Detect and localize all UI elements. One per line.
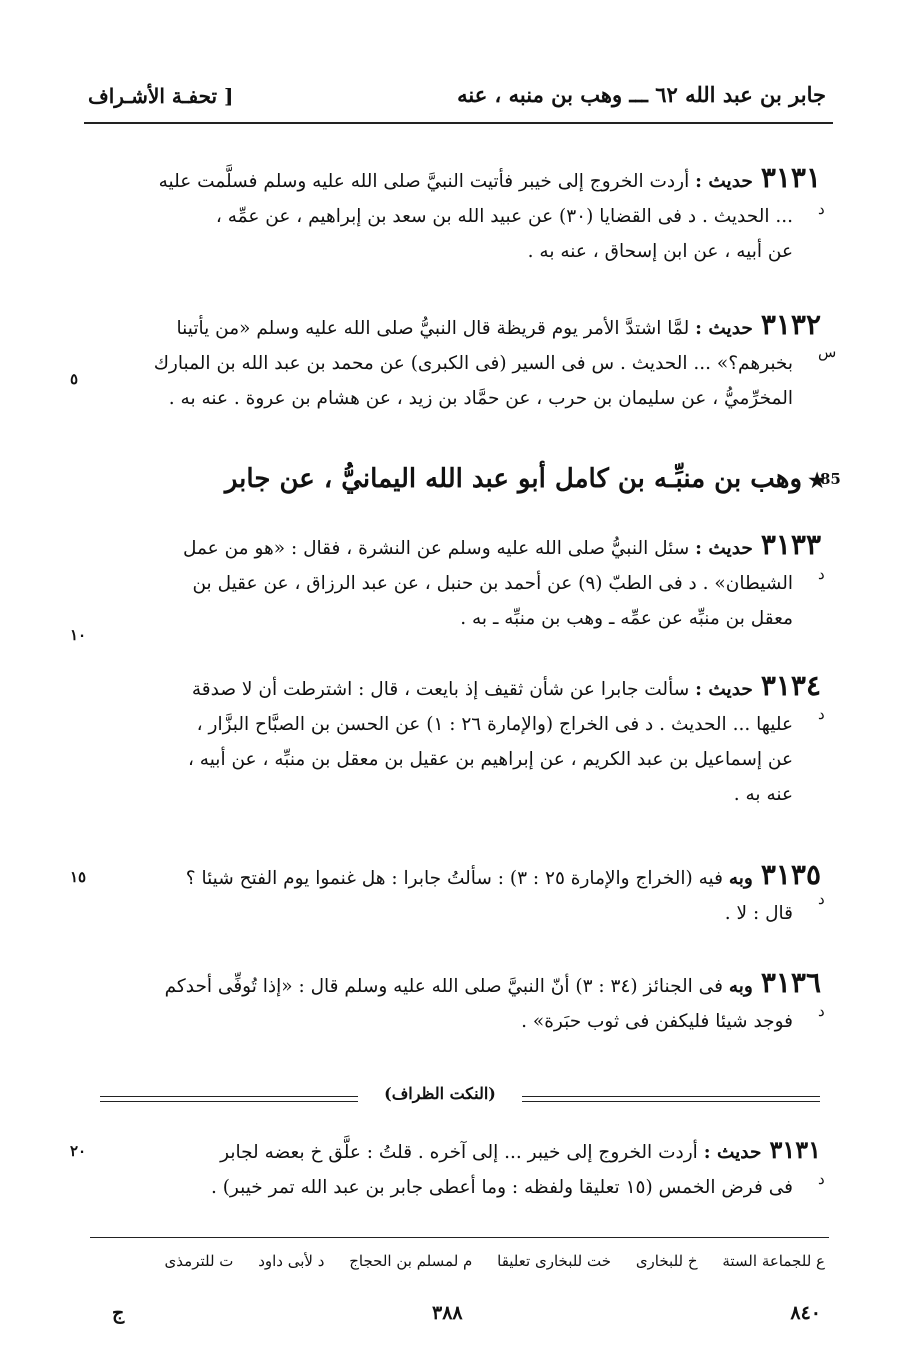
hadith-text-line: فى الجنائز (٣٤ : ٣) أنّ النبيَّ صلى الله عليه وسلم قال : «إذا تُوفِّى أحدكم xyxy=(164,976,723,997)
section-heading xyxy=(225,464,826,494)
source-siglum: س xyxy=(818,343,837,361)
hadith-text-line: أردت الخروج إلى خيبر فأتيت النبيَّ صلى الله عليه وسلم فسلَّمت عليه xyxy=(158,171,690,192)
legend-item: خت للبخارى تعليقا xyxy=(497,1252,612,1270)
footer-rule xyxy=(90,1237,829,1238)
legend-item: خ للبخارى xyxy=(635,1252,698,1270)
header-rule xyxy=(84,122,833,124)
note-keyword: حديث : xyxy=(703,1142,762,1163)
source-siglum: د xyxy=(818,1170,825,1188)
note-number: ٣١٣١ xyxy=(769,1135,821,1164)
legend-item: ت للترمذى xyxy=(164,1252,234,1270)
divider-rule-left xyxy=(100,1096,358,1102)
legend-item: ع للجماعة الستة xyxy=(722,1252,825,1270)
hadith-text-line: معقل بن منبِّه عن عمِّه ـ وهب بن منبِّه ـ به . xyxy=(460,608,793,629)
hadith-text-line: عليها ... الحديث . د فى الخراج (والإمارة ٢٦ : ١) عن الحسن بن الصبَّاح البزَّار ، xyxy=(196,714,793,735)
page-number-right: ٨٤٠ xyxy=(790,1302,821,1324)
volume-marker: ج xyxy=(112,1302,125,1324)
nukat-note-3131 xyxy=(86,1132,821,1205)
hadith-keyword: حديث : xyxy=(695,171,753,192)
running-head-title: جابر بن عبد الله ٦٢ ـــ وهب بن منبه ، عنه xyxy=(457,82,826,107)
hadith-entry-3135 xyxy=(86,857,821,931)
margin-line-number: ١٥ xyxy=(70,868,87,886)
hadith-text-line: ... الحديث . د فى القضايا (٣٠) عن عبيد الله بن سعد بن إبراهيم ، عن عمِّه ، xyxy=(215,206,793,227)
margin-line-number: ١٠ xyxy=(70,626,87,644)
section-heading-text: وهب بن منبِّـه بن كامل أبو عبد الله اليمانيُّ ، عن جابر xyxy=(224,464,803,494)
legend-item: د لأبى داود xyxy=(258,1252,325,1270)
divider-rule-right xyxy=(522,1096,820,1102)
source-siglum: د xyxy=(818,1002,825,1020)
note-text-line: أردت الخروج إلى خيبر ... إلى آخره . قلتُ : علَّق خ بعضه لجابر xyxy=(220,1142,698,1163)
hadith-number: ٣١٣٤ xyxy=(760,669,821,702)
source-siglum: د xyxy=(818,705,825,723)
hadith-text-line: عنه به . xyxy=(733,784,793,805)
hadith-number: ٣١٣١ xyxy=(760,161,821,194)
hadith-text-line: بخبرهم؟» ... الحديث . س فى السير (فى الكبرى) عن محمد بن عبد الله بن المبارك xyxy=(153,353,793,374)
hadith-keyword: حديث : xyxy=(695,538,753,559)
hadith-entry-3133 xyxy=(86,527,821,636)
margin-line-number: ٢٠ xyxy=(70,1142,87,1160)
hadith-number: ٣١٣٣ xyxy=(760,528,821,561)
hadith-keyword: حديث : xyxy=(695,318,753,339)
hadith-text-line: عن إسماعيل بن عبد الكريم ، عن إبراهيم بن عقيل بن معقل بن منبِّه ، عن أبيه ، xyxy=(187,749,793,770)
source-siglum: د xyxy=(818,565,825,583)
source-siglum: د xyxy=(818,890,825,908)
hadith-number: ٣١٣٥ xyxy=(760,858,821,891)
divider-label: (النكت الظراف) xyxy=(384,1084,496,1103)
sigla-legend xyxy=(145,1252,825,1270)
hadith-text-line: سألت جابرا عن شأن ثقيف إذ بايعت ، قال : اشترطت أن لا صدقة xyxy=(191,679,690,700)
note-text-line: فى فرض الخمس (١٥ تعليقا ولفظه : وما أعطى جابر بن عبد الله تمر خيبر) . xyxy=(210,1177,793,1198)
hadith-text-line: فوجد شيئا فليكفن فى ثوب حبَرة» . xyxy=(521,1011,793,1032)
hadith-text-line: سئل النبيُّ صلى الله عليه وسلم عن النشرة ، فقال : «هو من عمل xyxy=(182,538,690,559)
running-head-book: [ تحفـة الأشـراف xyxy=(88,84,234,108)
hadith-text-line: فيه (الخراج والإمارة ٢٥ : ٣) : سألتُ جابرا : هل غنموا يوم الفتح شيئا ؟ xyxy=(185,868,723,889)
margin-page-number: 85 xyxy=(820,470,841,488)
margin-line-number: ٥ xyxy=(70,370,79,388)
hadith-text-line: المخرِّميُّ ، عن سليمان بن حرب ، عن حمَّاد بن زيد ، عن هشام بن عروة . عنه به . xyxy=(168,388,793,409)
hadith-entry-3136 xyxy=(86,965,821,1039)
hadith-text-line: الشيطان» . د فى الطبّ (٩) عن أحمد بن حنبل ، عن عبد الرزاق ، عن عقيل بن xyxy=(192,573,793,594)
legend-item: م لمسلم بن الحجاج xyxy=(349,1252,473,1270)
star-icon: ★ xyxy=(808,468,826,492)
hadith-keyword: وبه xyxy=(728,976,753,997)
hadith-number: ٣١٣٦ xyxy=(760,966,821,999)
page-number-center: ٣٨٨ xyxy=(432,1302,463,1324)
source-siglum: د xyxy=(818,200,825,218)
hadith-number: ٣١٣٢ xyxy=(760,308,821,341)
hadith-entry-3131 xyxy=(86,160,821,269)
hadith-keyword: وبه xyxy=(728,868,753,889)
hadith-text-line: قال : لا . xyxy=(724,903,793,924)
hadith-text-line: لمَّا اشتدَّ الأمر يوم قريظة قال النبيُّ صلى الله عليه وسلم «من يأتينا xyxy=(176,318,690,339)
hadith-entry-3132 xyxy=(86,307,821,416)
hadith-text-line: عن أبيه ، عن ابن إسحاق ، عنه به . xyxy=(527,241,793,262)
hadith-entry-3134 xyxy=(86,668,821,812)
hadith-keyword: حديث : xyxy=(695,679,753,700)
